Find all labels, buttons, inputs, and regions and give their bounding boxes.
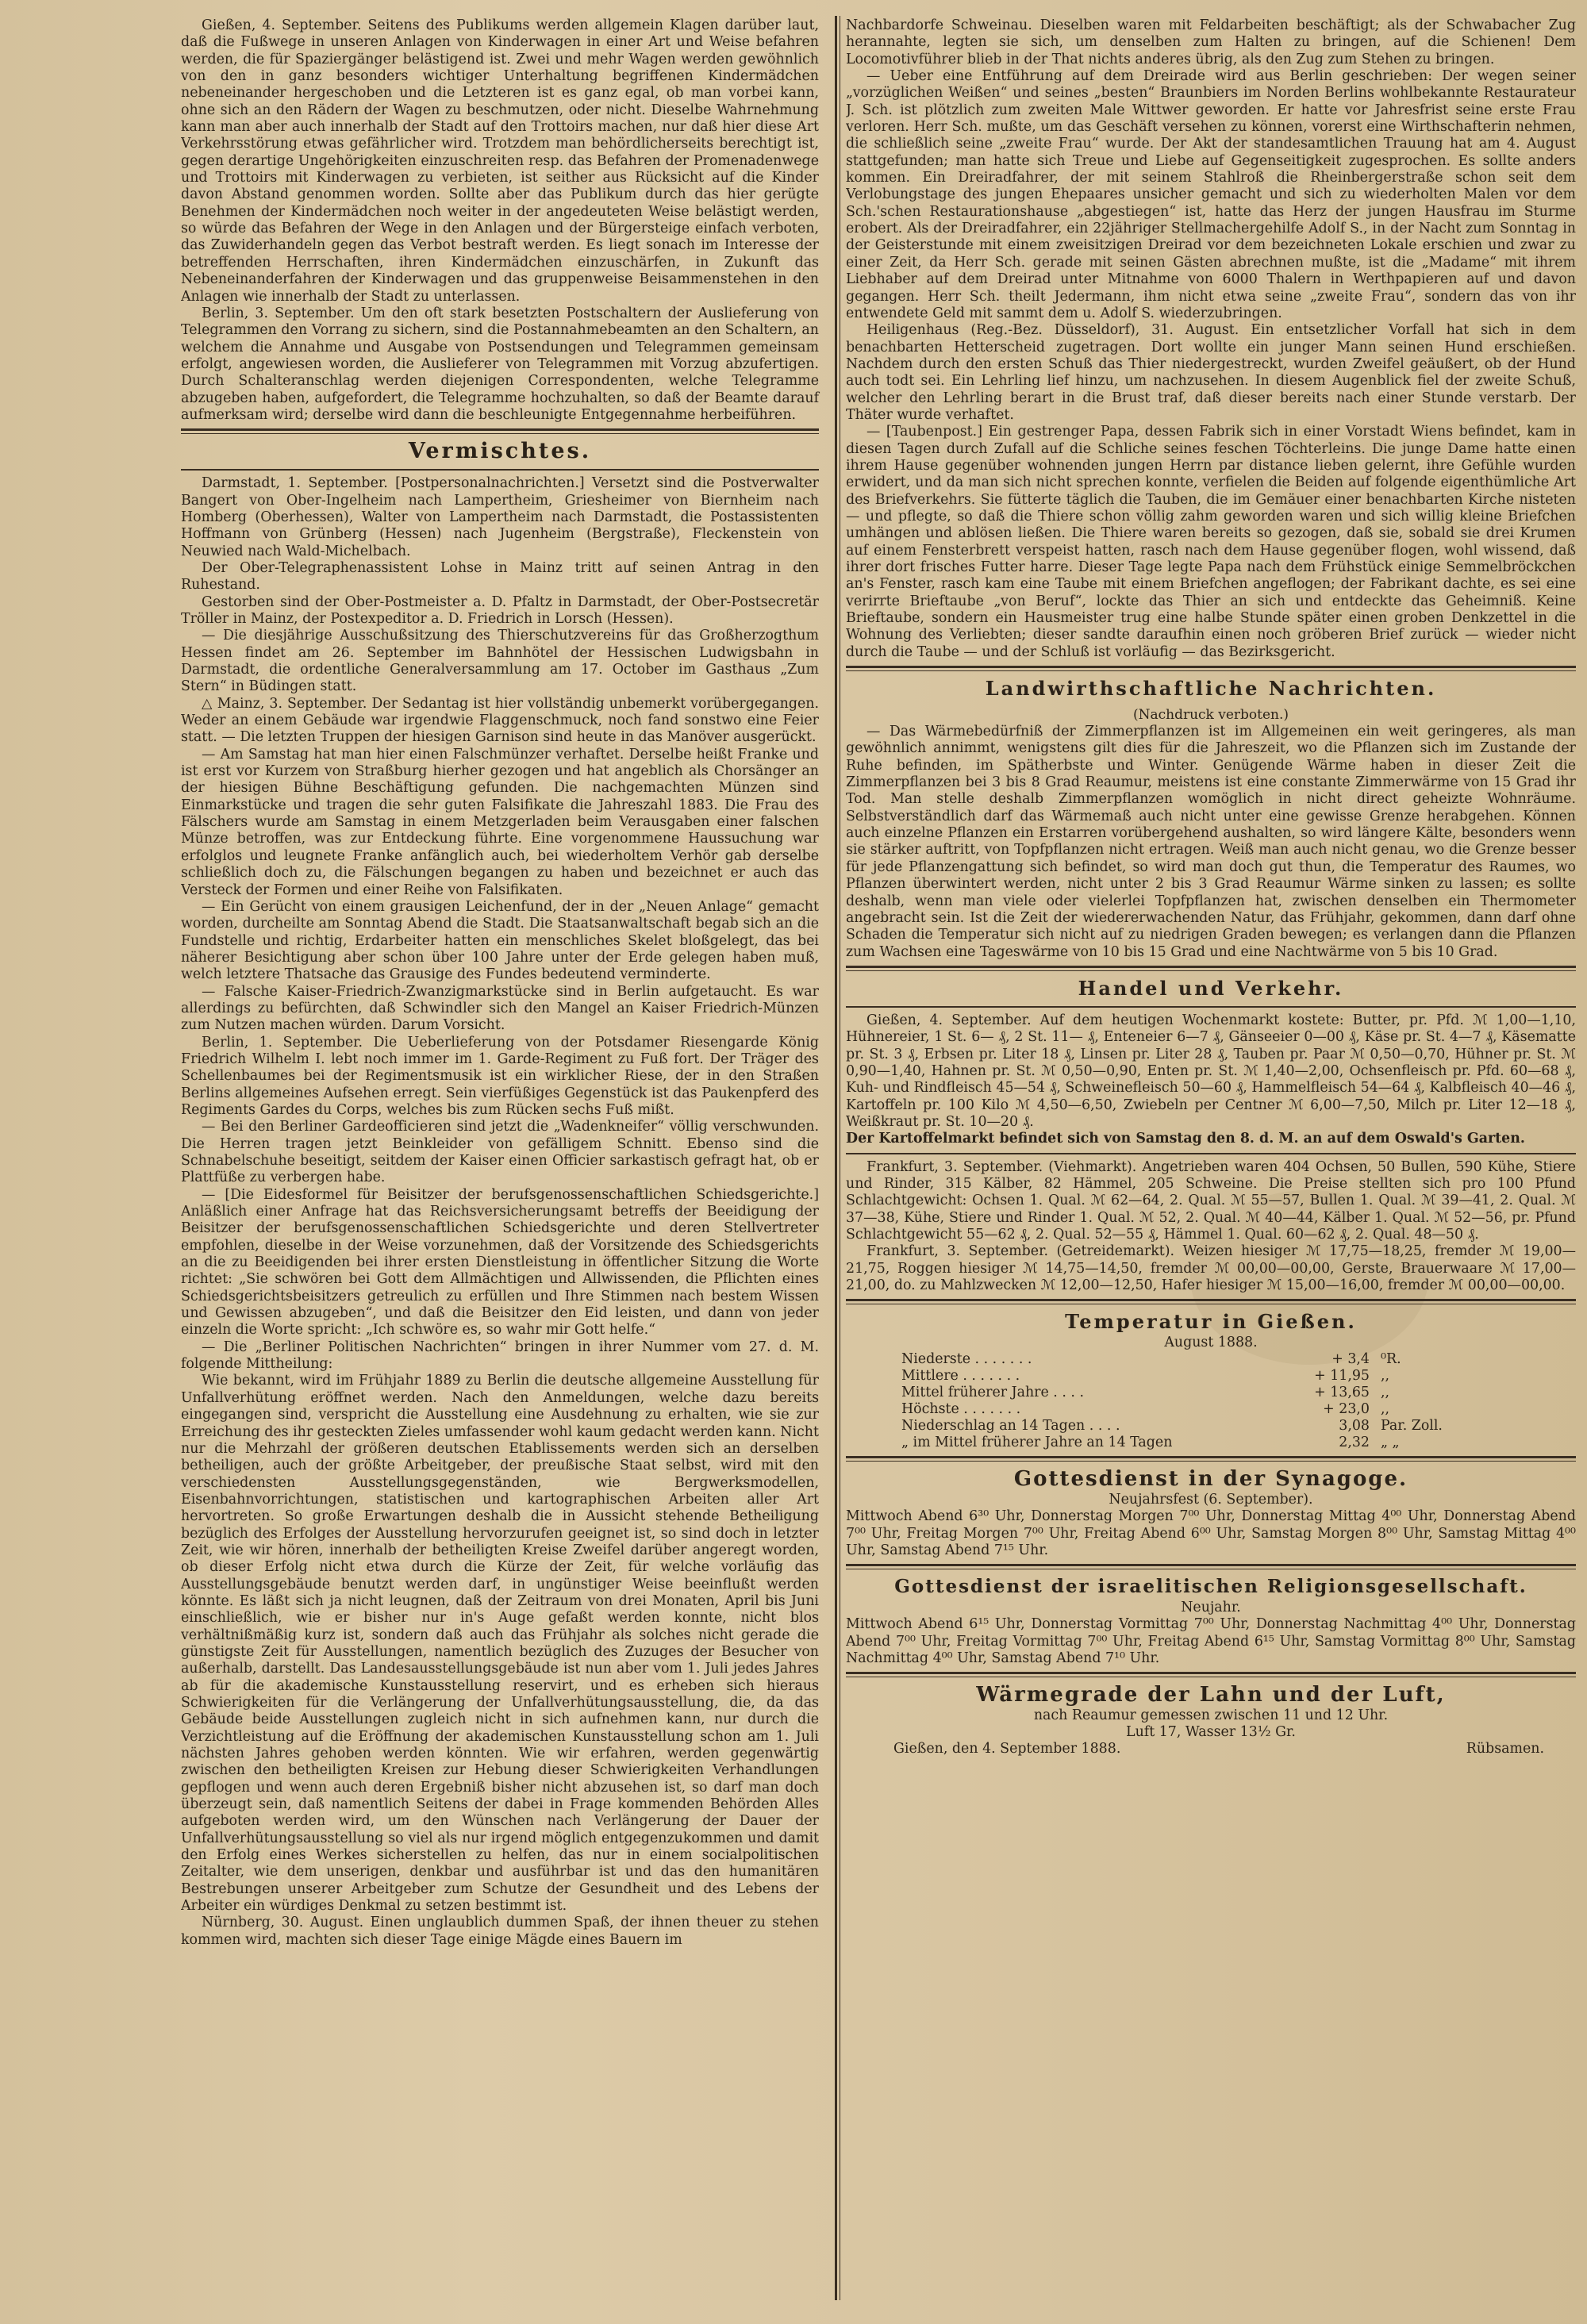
article-dreirad: — Ueber eine Entführung auf dem Dreirade wird aus Berlin geschrieben: Der wegen seiner „vorzüglichen Weißen“ und seines „besten“ Braunbiers im Norden Berlins wohlbekannte Restaurateur J. Sch. ist plötzlich zum zweiten Male Wittwer geworden. Er hatte vor Jahresfrist seine erste Frau verloren. Herr Sch. mußte, um das Geschäft versehen zu können, vorerst eine Wirthschafterin nehmen, die schließlich seine „zweite Frau“ wurde. Der Akt der standesamtlichen Trauung hat am 4. August stattgefunden; man hatte sich Treue und Liebe auf Gegenseitigkeit zugesprochen. Es sollte anders kommen. Ein Dreiradfahrer, der mit seinem Stahlroß die Rheinbergerstraße schon seit dem Verlobungstage des jungen Ehepaares unsicher gemacht und sich zu wiederholten Malen vor dem Sch.'schen Restaurationshause „abgestiegen“ ist, hatte das Herz der jungen Hausfrau im Sturme erobert. Als der Dreiradfahrer, ein 22jähriger Stellmachergehilfe Adolf S., in der Nacht zum Sonntag in der Geisterstunde mit einem zweisitzigen Dreirad vor dem bezeichneten Lokale erschien und zwar zu einer Zeit, da Herr Sch. gerade mit seinen Gästen abrechnen mußte, ist die „Madame“ mit ihrem Liebhaber auf dem Dreirad unter Mitnahme von 6000 Thalern in Werthpapieren auf und davon gegangen. Herr Sch. theilt Jedermann, ihm nicht etwa seine „zweite Frau“, sondern das von ihr entwendete Geld mit sammt dem u. Adolf S. wiederzubringen. (846, 68, 1576, 321)
article-mainz-sedantag: △ Mainz, 3. September. Der Sedantag ist hier vollständig unbemerkt vorübergegangen. Weder an einem Gebäude war irgendwie Flaggenschmuck, noch fand sonstwo eine Feier statt. — Die letzten Truppen der hiesigen Garnison sind heute in das Manöver ausgerückt. (181, 695, 819, 746)
section-rule (846, 1153, 1576, 1154)
section-rule (181, 428, 819, 434)
article-gestorben: Gestorben sind der Ober-Postmeister a. D. Pfaltz in Darmstadt, der Ober-Postsecretär Tröller in Mainz, der Postexpeditor a. D. Friedrich in Lorsch (Hessen). (181, 593, 819, 627)
notice-religionsgesellschaft-times: Mittwoch Abend 6¹⁵ Uhr, Donnerstag Vormittag 7⁰⁰ Uhr, Donnerstag Nachmittag 4⁰⁰ Uhr, Donnerstag Abend 7⁰⁰ Uhr, Freitag Vormittag 7⁰⁰ Uhr, Freitag Abend 6¹⁵ Uhr, Samstag Vormittag 8⁰⁰ Uhr, Samstag Nachmittag 4⁰⁰ Uhr, Samstag Abend 7¹⁰ Uhr. (846, 1616, 1576, 1667)
article-wadenkneifer: — Bei den Berliner Gardeofficieren sind jetzt die „Wadenkneifer“ völlig verschwunden. Die Herren tragen jetzt Beinkleider von gefälligem Schnitt. Ebenso sind die Schnabelschuhe beseitigt, seitdem der Kaiser einen Officier sarkastisch gefragt hat, ob er Plattfüße zu verbergen habe. (181, 1119, 819, 1186)
notice-waermegrade-values: Luft 17, Wasser 13½ Gr. (1126, 1724, 1296, 1741)
notice-subtitle-neujahr: Neujahr. (1181, 1600, 1241, 1616)
notice-kartoffelmarkt: Der Kartoffelmarkt befindet sich von Samstag den 8. d. M. an auf dem Oswald's Garten. (846, 1131, 1525, 1147)
section-title-vermischtes: Vermischtes. (408, 439, 592, 464)
article-darmstadt-post: Darmstadt, 1. September. [Postpersonalnachrichten.] Versetzt sind die Postverwalter Bangert von Ober-Ingelheim nach Lampertheim, Griesheimer von Biernheim nach Homberg (Oberhessen), Walter von Lampertheim nach Darmstadt, die Postassistenten Hoffmann von Grünberg (Hessen) nach Jugenheim (Bergstraße), Fleckenstein von Neuwied nach Wald-Michelbach. (181, 475, 819, 559)
notice-title-religionsgesellschaft: Gottesdienst der israelitischen Religionsgesellschaft. (894, 1576, 1527, 1598)
article-unfallverhuetung: Wie bekannt, wird im Frühjahr 1889 zu Berlin die deutsche allgemeine Ausstellung für Unfallverhütung eröffnet werden. Nach den Anmeldungen, welche dazu bereits eingegangen sind, verspricht die Ausstellung eine Ausdehnung zu erhalten, wie sie zur Erreichung des ihr gesteckten Zieles umfassender wohl kaum gedacht werden kann. Nicht nur die Mehrzahl der größeren deutschen Etablissements werden sich an derselben betheiligen, auch der größte Arbeitgeber, der preußische Staat selbst, wird mit den verschiedensten Ausstellungsgegenständen, wie Bergwerksmodellen, Eisenbahnvorrichtungen, statistischen und kartographischen Arbeiten aller Art hervortreten. So große Erwartungen deshalb die in Aussicht stehende Betheiligung bezüglich des Erfolges der Ausstellung hervorzurufen geeignet ist, so sind doch in letzter Zeit, wie wir hören, innerhalb der betheiligten Kreise Zweifel darüber angeregt worden, ob dieser Erfolg nicht etwa durch die Kürze der Zeit, für welche vorläufig das Ausstellungsgebäude benutzt werden darf, in ungünstiger Weise beeinflußt werden könnte. Es läßt sich ja nicht leugnen, daß der Zeitraum von drei Monaten, April bis Juni einschließlich, wie er bisher nur in's Auge gefaßt werden konnte, nicht blos verhältnißmäßig kurz ist, sondern daß auch das Frühjahr als solches nicht gerade die günstigste Zeit für Ausstellungen, namentlich bezüglich des Zuzuges der Besucher von außerhalb, darstellt. Das Landesausstellungsgebäude ist nun aber vom 1. Juli jedes Jahres ab für die akademische Kunstausstellung reservirt, und es erheben sich hieraus Schwierigkeiten für die Verlängerung der Unfallverhütungsausstellung, die, da das Gebäude beide Ausstellungen zugleich nicht in sich aufnehmen kann, nur durch die Verzichtleistung auf die Eröffnung der akademischen Kunstausstellung schon am 1. Juli nächsten Jahres gehoben werden könnten. Wie wir erfahren, werden gegenwärtig zwischen den betheiligten Kreisen zur Hebung dieser Schwierigkeiten Verhandlungen gepflogen und wenn auch deren Ergebniß bisher nicht abzusehen ist, so darf man doch überzeugt sein, daß namentlich Seitens der dabei in Frage kommenden Behörden Alles aufgeboten werden wird, um den Wünschen nach Verlängerung der Dauer der Unfallverhütungsausstellung so viel als nur irgend möglich entgegenzukommen und damit den Erfolg eines Werkes sicherstellen zu helfen, das nur in einem socialpolitischen Zeitalter, wie dem unserigen, denkbar und ausführbar ist und das den humanitären Bestrebungen unserer Arbeitgeber zum Schutze der Gesundheit und des Lebens der Arbeiter ein würdiges Denkmal zu setzen bestimmt ist. (181, 1373, 819, 1915)
article-zimmerpflanzen: — Das Wärmebedürfniß der Zimmerpflanzen ist im Allgemeinen ein weit geringeres, als man gewöhnlich annimmt, wenigstens gilt dies für die Jahreszeit, wo die Pflanzen sich im Zustande der Ruhe befinden, im Spätherbste und Winter. Genügende Wärme haben in dieser Zeit die Zimmerpflanzen bei 3 bis 8 Grad Reaumur, meistens ist eine constante Zimmerwärme von 15 Grad ihr Tod. Man stelle deshalb Zimmerpflanzen womöglich in nicht direct geheizte Wohnräume. Selbstverständlich darf das Wärmemaß auch nicht unter eine gewisse Grenze herabgehen. Können auch einzelne Pflanzen ein Erstarren vorübergehend aushalten, so wird längere Kälte, besonders wenn sie stärker auftritt, von Topfpflanzen nicht ertragen. Weiß man auch nicht genau, wo die Grenze besser für jede Pflanzengattung sich befindet, so wird man doch gut thun, die Temperatur des Raumes, wo Pflanzen überwintert werden, nicht unter 2 bis 3 Grad Reaumur Wärme sinken zu lassen; es sollte deshalb, wenn man viele oder vielerlei Topfpflanzen hat, zwischen denselben ein Thermometer angebracht sein. Ist die Zeit der wiedererwachenden Natur, das Frühjahr, gekommen, dann darf ohne Schaden die Temperatur sich nicht auf zu niedrigen Graden bewegen; es verlangen dann die Pflanzen zum Wachsen eine Tageswärme von 10 bis 15 Grad und eine Nachtwärme von 5 bis 10 Grad. (846, 724, 1576, 960)
notice-date: Gießen, den 4. September 1888. (893, 1741, 1121, 1757)
right-column (846, 17, 1576, 2308)
notice-subtitle-neujahrsfest: Neujahrsfest (6. September). (1109, 1492, 1313, 1508)
section-title-handel: Handel und Verkehr. (1078, 976, 1344, 1000)
temperature-row: Mittel früherer Jahre . . . . + 13,65 ,, (901, 1385, 1390, 1401)
notice-title-synagoge: Gottesdienst in der Synagoge. (1013, 1467, 1408, 1492)
section-rule (846, 1456, 1576, 1462)
section-rule (846, 1006, 1576, 1008)
article-falschmuenzer: — Am Samstag hat man hier einen Falschmünzer verhaftet. Derselbe heißt Franke und ist erst vor Kurzem von Straßburg hierher gezogen und hat angeblich als Chorsänger an der hiesigen Bühne Beschäftigung gefunden. Die nachgemachten Münzen sind Einmarkstücke und tragen die sehr guten Falsifikate die Jahreszahl 1883. Die Frau des Fälschers wurde am Samstag in einem Metzgerladen beim Verausgaben einer falschen Münze betroffen, was zur Entdeckung führte. Eine vorgenommene Haussuchung war erfolglos und leugnete Franke anfänglich auch, bei wiederholtem Verhör gab derselbe schließlich doch zu, die Fälschungen begangen zu haben und bezeichnet er auch das Versteck der Formen und einer Reihe von Falsifikaten. (181, 746, 819, 898)
temperature-row: Mittlere . . . . . . . + 11,95 ,, (901, 1368, 1390, 1385)
temperature-row: Höchste . . . . . . . + 23,0 ,, (901, 1401, 1390, 1418)
article-eidesformel: — [Die Eidesformel für Beisitzer der berufsgenossenschaftlichen Schiedsgerichte.] Anläßlich einer Anfrage hat das Reichsversicherungsamt betreffs der Beeidigung der Beisitzer der berufsgenossenschaftlichen Schiedsgerichte und deren Stellvertreter empfohlen, dieselbe in der Weise vorzunehmen, daß der Vorsitzende des Schiedsgerichts an die zu Beeidigenden bei ihrer ersten Dienstleistung in öffentlicher Sitzung die Worte richtet: „Sie schwören bei Gott dem Allmächtigen und Allwissenden, die Pflichten eines Schiedsgerichtsbeisitzers getreulich zu erfüllen und Ihre Stimmen nach bestem Wissen und Gewissen abzugeben“, und daß die Beisitzer den Eid leisten, und dann von jeder einzeln die Worte spricht: „Ich schwöre es, so wahr mir Gott helfe.“ (181, 1186, 819, 1339)
article-heiligenhaus: Heiligenhaus (Reg.-Bez. Düsseldorf), 31. August. Ein entsetzlicher Vorfall hat sich in dem benachbarten Hetterscheid zugetragen. Dort wollte ein junger Mann seinen Hund erschießen. Nachdem durch den ersten Schuß das Thier niedergestreckt, wurden Zweifel geäußert, ob der Hund auch todt sei. Ein Lehrling lief hinzu, um nachzusehen. In diesem Augenblick fiel der zweite Schuß, welcher den Lehrling berart in die Brust traf, daß dieser bereits nach einer Stunde verstarb. Der Thäter wurde verhaftet. (846, 322, 1576, 423)
left-column (181, 17, 825, 2308)
column-rule (835, 16, 837, 2300)
temperature-table (846, 1351, 1576, 1451)
notice-signature: Rübsamen. (1466, 1741, 1544, 1757)
section-rule (846, 966, 1576, 971)
article-wochenmarkt: Gießen, 4. September. Auf dem heutigen Wochenmarkt kostete: Butter, pr. Pfd. ℳ 1,00—1,10, Hühnereier, 1 St. 6— ₰, 2 St. 11— ₰, Enteneier 6—7 ₰, Gänseeier 0—00 ₰, Käse pr. St. 4—7 ₰, Käsematte pr. St. 3 ₰, Erbsen pr. Liter 18 ₰, Linsen pr. Liter 28 ₰, Tauben pr. Paar ℳ 0,50—0,70, Hühner pr. St. ℳ 0,90—1,40, Hahnen pr. St. ℳ 0,50—0,90, Enten pr. St. ℳ 1,40—2,00, Ochsenfleisch pr. Pfd. 60—68 ₰, Kuh- und Rindfleisch 45—54 ₰, Schweinefleisch 50—60 ₰, Hammelfleisch 54—64 ₰, Kalbfleisch 40—46 ₰, Kartoffeln pr. 100 Kilo ℳ 4,50—6,50, Zwiebeln per Centner ℳ 6,00—7,50, Milch pr. Liter 12—18 ₰, Weißkraut pr. St. 10—20 ₰. (846, 1012, 1576, 1130)
article-berlin-telegramme: Berlin, 3. September. Um den oft stark besetzten Postschaltern der Auslieferung von Telegrammen den Vorrang zu sichern, sind die Postannahmebeamten an den Schaltern, an welchem die Annahme und Ausgabe von Postsendungen und Telegrammen gemeinsam erfolgt, angewiesen worden, die Auslieferer von Telegrammen mit Vorzug abzufertigen. Durch Schalteranschlag werden diejenigen Correspondenten, welche Telegramme abzugeben haben, aufgefordert, die Telegramme hochzuhalten, so daß der Beamte darauf aufmerksam wird; derselbe wird dann die beschleunigte Entgegennahme herbeiführen. (181, 305, 819, 423)
notice-title-waermegrade: Wärmegrade der Lahn und der Luft, (976, 1683, 1446, 1707)
notice-signature-line (846, 1741, 1576, 1757)
section-rule (846, 1564, 1576, 1569)
temperature-row: Niederschlag an 14 Tagen . . . . 3,08 Par. Zoll. (901, 1418, 1443, 1435)
temperature-month: August 1888. (1164, 1335, 1258, 1351)
section-title-landwirthschaft: Landwirthschaftliche Nachrichten. (985, 677, 1437, 701)
article-politische-nachrichten: — Die „Berliner Politischen Nachrichten“ bringen in ihrer Nummer vom 27. d. M. folgende Mittheilung: (181, 1339, 819, 1373)
temperature-row: Niederste . . . . . . . + 3,4 ⁰R. (901, 1351, 1401, 1368)
article-viehmarkt: Frankfurt, 3. September. (Viehmarkt). Angetrieben waren 404 Ochsen, 50 Bullen, 590 Kühe, Stiere und Rinder, 315 Kälber, 82 Hämmel, 205 Schweine. Die Preise stellten sich pro 100 Pfund Schlachtgewicht: Ochsen 1. Qual. ℳ 62—64, 2. Qual. ℳ 55—57, Bullen 1. Qual. ℳ 39—41, 2. Qual. ℳ 37—38, Kühe, Stiere und Rinder 1. Qual. ℳ 52, 2. Qual. ℳ 40—44, Kälber 1. Qual. ℳ 52—56, pr. Pfund Schlachtgewicht 55—62 ₰, 2. Qual. 52—55 ₰, Hämmel 1. Qual. 60—62 ₰, 2. Qual. 48—50 ₰. (846, 1158, 1576, 1243)
section-rule (846, 1299, 1576, 1304)
notice-synagoge-times: Mittwoch Abend 6³⁰ Uhr, Donnerstag Morgen 7⁰⁰ Uhr, Donnerstag Mittag 4⁰⁰ Uhr, Donnerstag Abend 7⁰⁰ Uhr, Freitag Morgen 7⁰⁰ Uhr, Freitag Abend 6⁰⁰ Uhr, Samstag Morgen 8⁰⁰ Uhr, Samstag Mittag 4⁰⁰ Uhr, Samstag Abend 7¹⁵ Uhr. (846, 1508, 1576, 1559)
article-leichenfund: — Ein Gerücht von einem grausigen Leichenfund, der in der „Neuen Anlage“ gemacht worden, durcheilte am Sonntag Abend die Stadt. Die Staatsanwaltschaft begab sich an die Fundstelle und richtig, Erdarbeiter hatten ein menschliches Skelet bloßgelegt, das bei näherer Besichtigung aber schon über 100 Jahre unter der Erde gelegen haben muß, welch letztere Thatsache das Grausige des Fundes bedeutend verminderte. (181, 898, 819, 983)
section-subtitle: (Nachdruck verboten.) (1132, 707, 1289, 724)
temperature-row: „ im Mittel früherer Jahre an 14 Tagen 2,32 „ „ (901, 1435, 1400, 1451)
section-title-temperatur: Temperatur in Gießen. (1065, 1310, 1357, 1334)
section-rule (846, 666, 1576, 671)
article-kaiser-friedrich: — Falsche Kaiser-Friedrich-Zwanzigmarkstücke sind in Berlin aufgetaucht. Es war allerdings zu befürchten, daß Schwindler sich den Mangel an Kaiser Friedrich-Münzen zum Nutzen machen würden. Darum Vorsicht. (181, 983, 819, 1034)
article-schweinau: Nachbardorfe Schweinau. Dieselben waren mit Feldarbeiten beschäftigt; als der Schwabacher Zug herannahte, legten sie sich, um denselben zum Halten zu bringen, auf die Schienen! Dem Locomotivführer blieb in der That nichts anderes übrig, als den Zug zum Stehen zu bringen. (846, 17, 1576, 67)
article-giessen-kinderwagen: Gießen, 4. September. Seitens des Publikums werden allgemein Klagen darüber laut, daß die Fußwege in unseren Anlagen von Kinderwagen in einer Art und Weise befahren werden, die für Spaziergänger belästigend ist. Zwei und mehr Wagen werden gewöhnlich von den in ganz besonders wichtiger Unterhaltung begriffenen Kindermädchen nebeneinander hergeschoben und die Letzteren ist es ganz egal, ob man vorbei kann, ohne sich an den Rädern der Wagen zu beschmutzen, oder nicht. Dieselbe Wahrnehmung kann man aber auch innerhalb der Stadt auf den Trottoirs machen, nur daß hier diese Art Verkehrsstörung etwas gefährlicher wird. Trotzdem man behördlicherseits berechtigt ist, gegen derartige Ungehörigkeiten einzuschreiten resp. das Befahren der Promenadenwege und Trottoirs mit Kinderwagen zu verbieten, ist seither aus Rücksicht auf die Kinder davon Abstand genommen worden. Sollte aber das Publikum durch das hier gerügte Benehmen der Kindermädchen noch weiter in der angedeuteten Weise belästigt werden, so würde das Befahren der Wege in den Anlagen und der Bürgersteige einfach verboten, das Zuwiderhandeln gegen das Verbot bestraft werden. Es liegt sonach im Interesse der betreffenden Herrschaften, ihren Kindermädchen einzuschärfen, in Zukunft das Nebeneinanderfahren der Kinderwagen und das gruppenweise Beisammenstehen in den Anlagen wie innerhalb der Stadt zu unterlassen. (181, 17, 819, 305)
notice-waermegrade-method: nach Reaumur gemessen zwischen 11 und 12 Uhr. (1033, 1707, 1389, 1724)
article-thierschutz: — Die diesjährige Ausschußsitzung des Thierschutzvereins für das Großherzogthum Hessen findet am 26. September im Bahnhötel der Hessischen Ludwigsbahn in Darmstadt, die ordentliche Generalversammlung am 17. October im Gasthaus „Zum Stern“ in Büdingen statt. (181, 628, 819, 695)
section-rule (846, 1672, 1576, 1677)
section-rule (181, 469, 819, 471)
article-getreidemarkt: Frankfurt, 3. September. (Getreidemarkt). Weizen hiesiger ℳ 17,75—18,25, fremder ℳ 19,00—21,75, Roggen hiesiger ℳ 14,75—14,50, fremder ℳ 00,00—00,00, Gerste, Brauerwaare ℳ 17,00—21,00, do. zu Mahlzwecken ℳ 12,00—12,50, Hafer hiesiger ℳ 15,00—16,00, fremder ℳ 00,00—00,00. (846, 1243, 1576, 1294)
article-riesengarde: Berlin, 1. September. Die Ueberlieferung von der Potsdamer Riesengarde König Friedrich Wilhelm I. lebt noch immer im 1. Garde-Regiment zu Fuß fort. Der Träger des Schellenbaumes bei der Regimentsmusik ist ein wirklicher Riese, der in den Straßen Berlins allgemeines Aufsehen erregt. Sein vierfüßiges Gegenstück ist das Paukenpferd des Regiments Gardes du Corps, welches bis zum Rücken sechs Fuß mißt. (181, 1034, 819, 1118)
article-nuernberg: Nürnberg, 30. August. Einen unglaublich dummen Spaß, der ihnen theuer zu stehen kommen wird, machten sich dieser Tage einige Mägde eines Bauern im (181, 1915, 819, 1948)
article-lohse: Der Ober-Telegraphenassistent Lohse in Mainz tritt auf seinen Antrag in den Ruhestand. (181, 559, 819, 593)
article-taubenpost: — [Taubenpost.] Ein gestrenger Papa, dessen Fabrik sich in einer Vorstadt Wiens befindet, kam in diesen Tagen durch Zufall auf die Schliche seines feschen Töchterleins. Die junge Dame hatte einen ihrem Hause gegenüber wohnenden jungen Herrn par distance lieben gelernt, ihre Gefühle wurden erwidert, und da man sich nicht sprechen konnte, verfielen die Beiden auf folgende eigenthümliche Art des Briefverkehrs. Sie fütterte täglich die Tauben, die im Gemäuer einer benachbarten Kirche nisteten — und pflegte, so daß die Thiere schon völlig zahm geworden waren und sich willig kleine Briefchen umhängen und ablösen ließen. Die Thiere waren bereits so gezogen, daß sie, sobald sie drei Krumen auf einem Fensterbrett verspeist hatten, rasch nach dem Hause gegenüber flogen, wohl wissend, daß ihrer dort frisches Futter harre. Dieser Tage legte Papa nach dem Frühstück einige Semmelbröckchen an's Fenster, rasch kam eine Taube mit einem Briefchen angeflogen; der Fabrikant dachte, es sei eine verirrte Brieftaube „von Beruf“, lockte das Thier an sich und entdeckte das Geheimniß. Keine Brieftaube, sondern ein Hausmeister trug eine halbe Stunde später einen groben Denkzettel in die Wohnung des Verliebten; dieser sandte daraufhin einen noch gröberen Brief zurück — wieder nicht durch die Taube — und der Schluß ist vorläufig — das Bezirksgericht. (846, 424, 1576, 660)
